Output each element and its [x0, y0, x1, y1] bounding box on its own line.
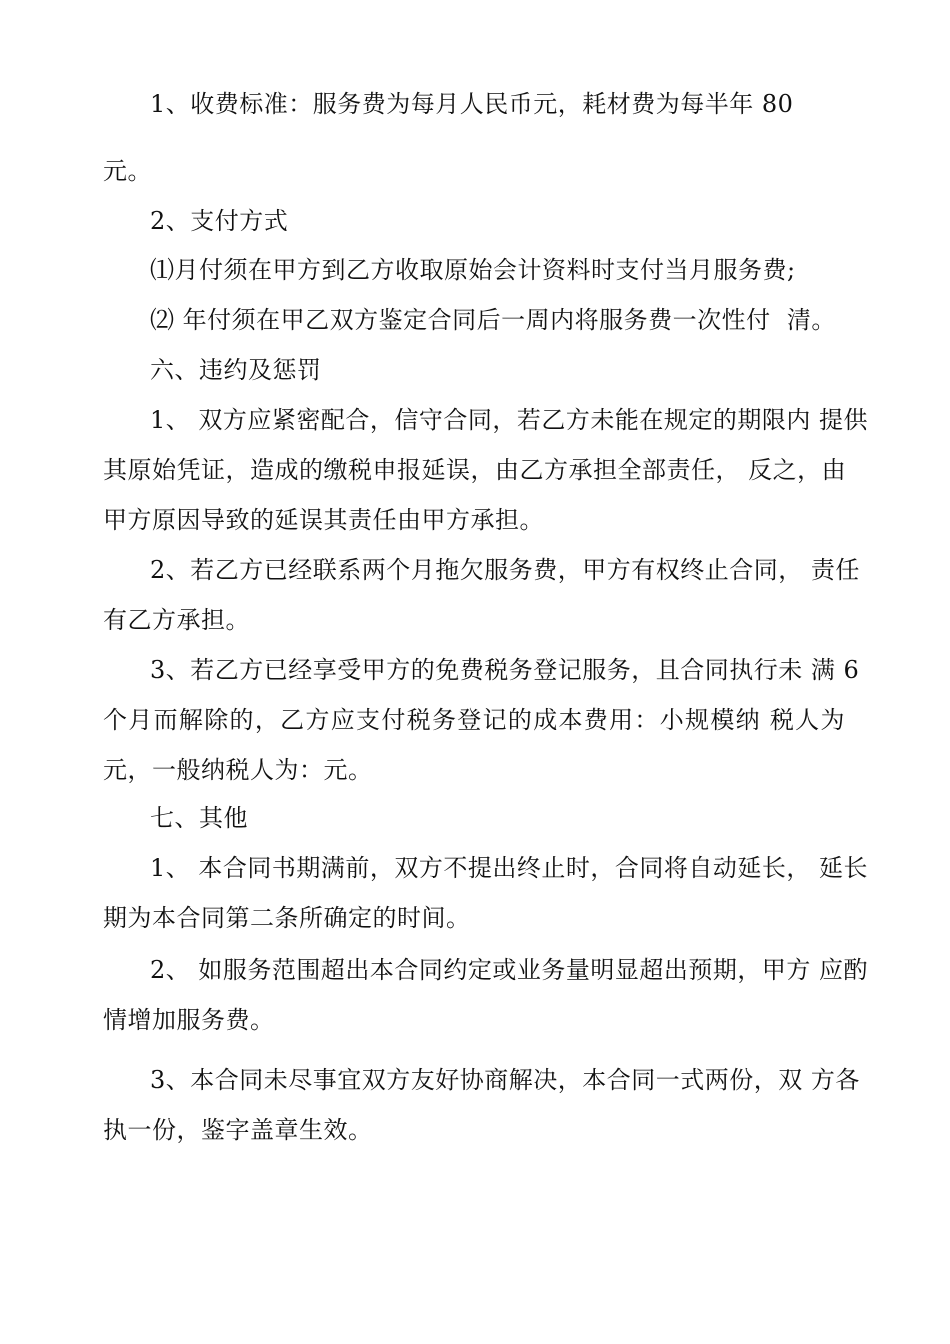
clause-breach-3-line3: 元，一般纳税人为：元。	[103, 756, 373, 784]
clause-other-2-line1: 2、 如服务范围超出本合同约定或业务量明显超出预期，甲方 应酌	[150, 956, 869, 984]
clause-breach-1-line2: 其原始凭证，造成的缴税申报延误，由乙方承担全部责任， 反之，由	[103, 456, 847, 484]
clause-fee-standard-cont: 元。	[103, 157, 152, 185]
clause-breach-1-line1: 1、 双方应紧密配合，信守合同，若乙方未能在规定的期限内 提供	[150, 406, 869, 434]
clause-breach-3-line2: 个月而解除的，乙方应支付税务登记的成本费用：小规模纳 税人为	[103, 706, 845, 734]
clause-other-3-line2: 执一份，鉴字盖章生效。	[103, 1116, 373, 1144]
section-heading-other: 七、其他	[150, 804, 248, 832]
clause-other-1-line2: 期为本合同第二条所确定的时间。	[103, 904, 471, 932]
clause-breach-3-line1: 3、若乙方已经享受甲方的免费税务登记服务，且合同执行未 满 6	[150, 656, 860, 684]
clause-payment-heading: 2、支付方式	[150, 207, 289, 235]
clause-other-2-line2: 情增加服务费。	[103, 1006, 275, 1034]
section-heading-breach: 六、违约及惩罚	[150, 356, 322, 384]
clause-breach-1-line3: 甲方原因导致的延误其责任由甲方承担。	[103, 506, 544, 534]
clause-breach-2-line2: 有乙方承担。	[103, 606, 250, 634]
clause-payment-monthly: ⑴月付须在甲方到乙方收取原始会计资料时支付当月服务费;	[150, 256, 796, 284]
clause-payment-yearly: ⑵ 年付须在甲乙双方鉴定合同后一周内将服务费一次性付 清。	[150, 306, 836, 334]
clause-other-3-line1: 3、本合同未尽事宜双方友好协商解决，本合同一式两份，双 方各	[150, 1066, 860, 1094]
clause-breach-2-line1: 2、若乙方已经联系两个月拖欠服务费，甲方有权终止合同， 责任	[150, 556, 860, 584]
clause-other-1-line1: 1、 本合同书期满前，双方不提出终止时，合同将自动延长， 延长	[150, 854, 869, 882]
clause-fee-standard: 1、收费标准：服务费为每月人民币元，耗材费为每半年 80	[150, 90, 794, 118]
